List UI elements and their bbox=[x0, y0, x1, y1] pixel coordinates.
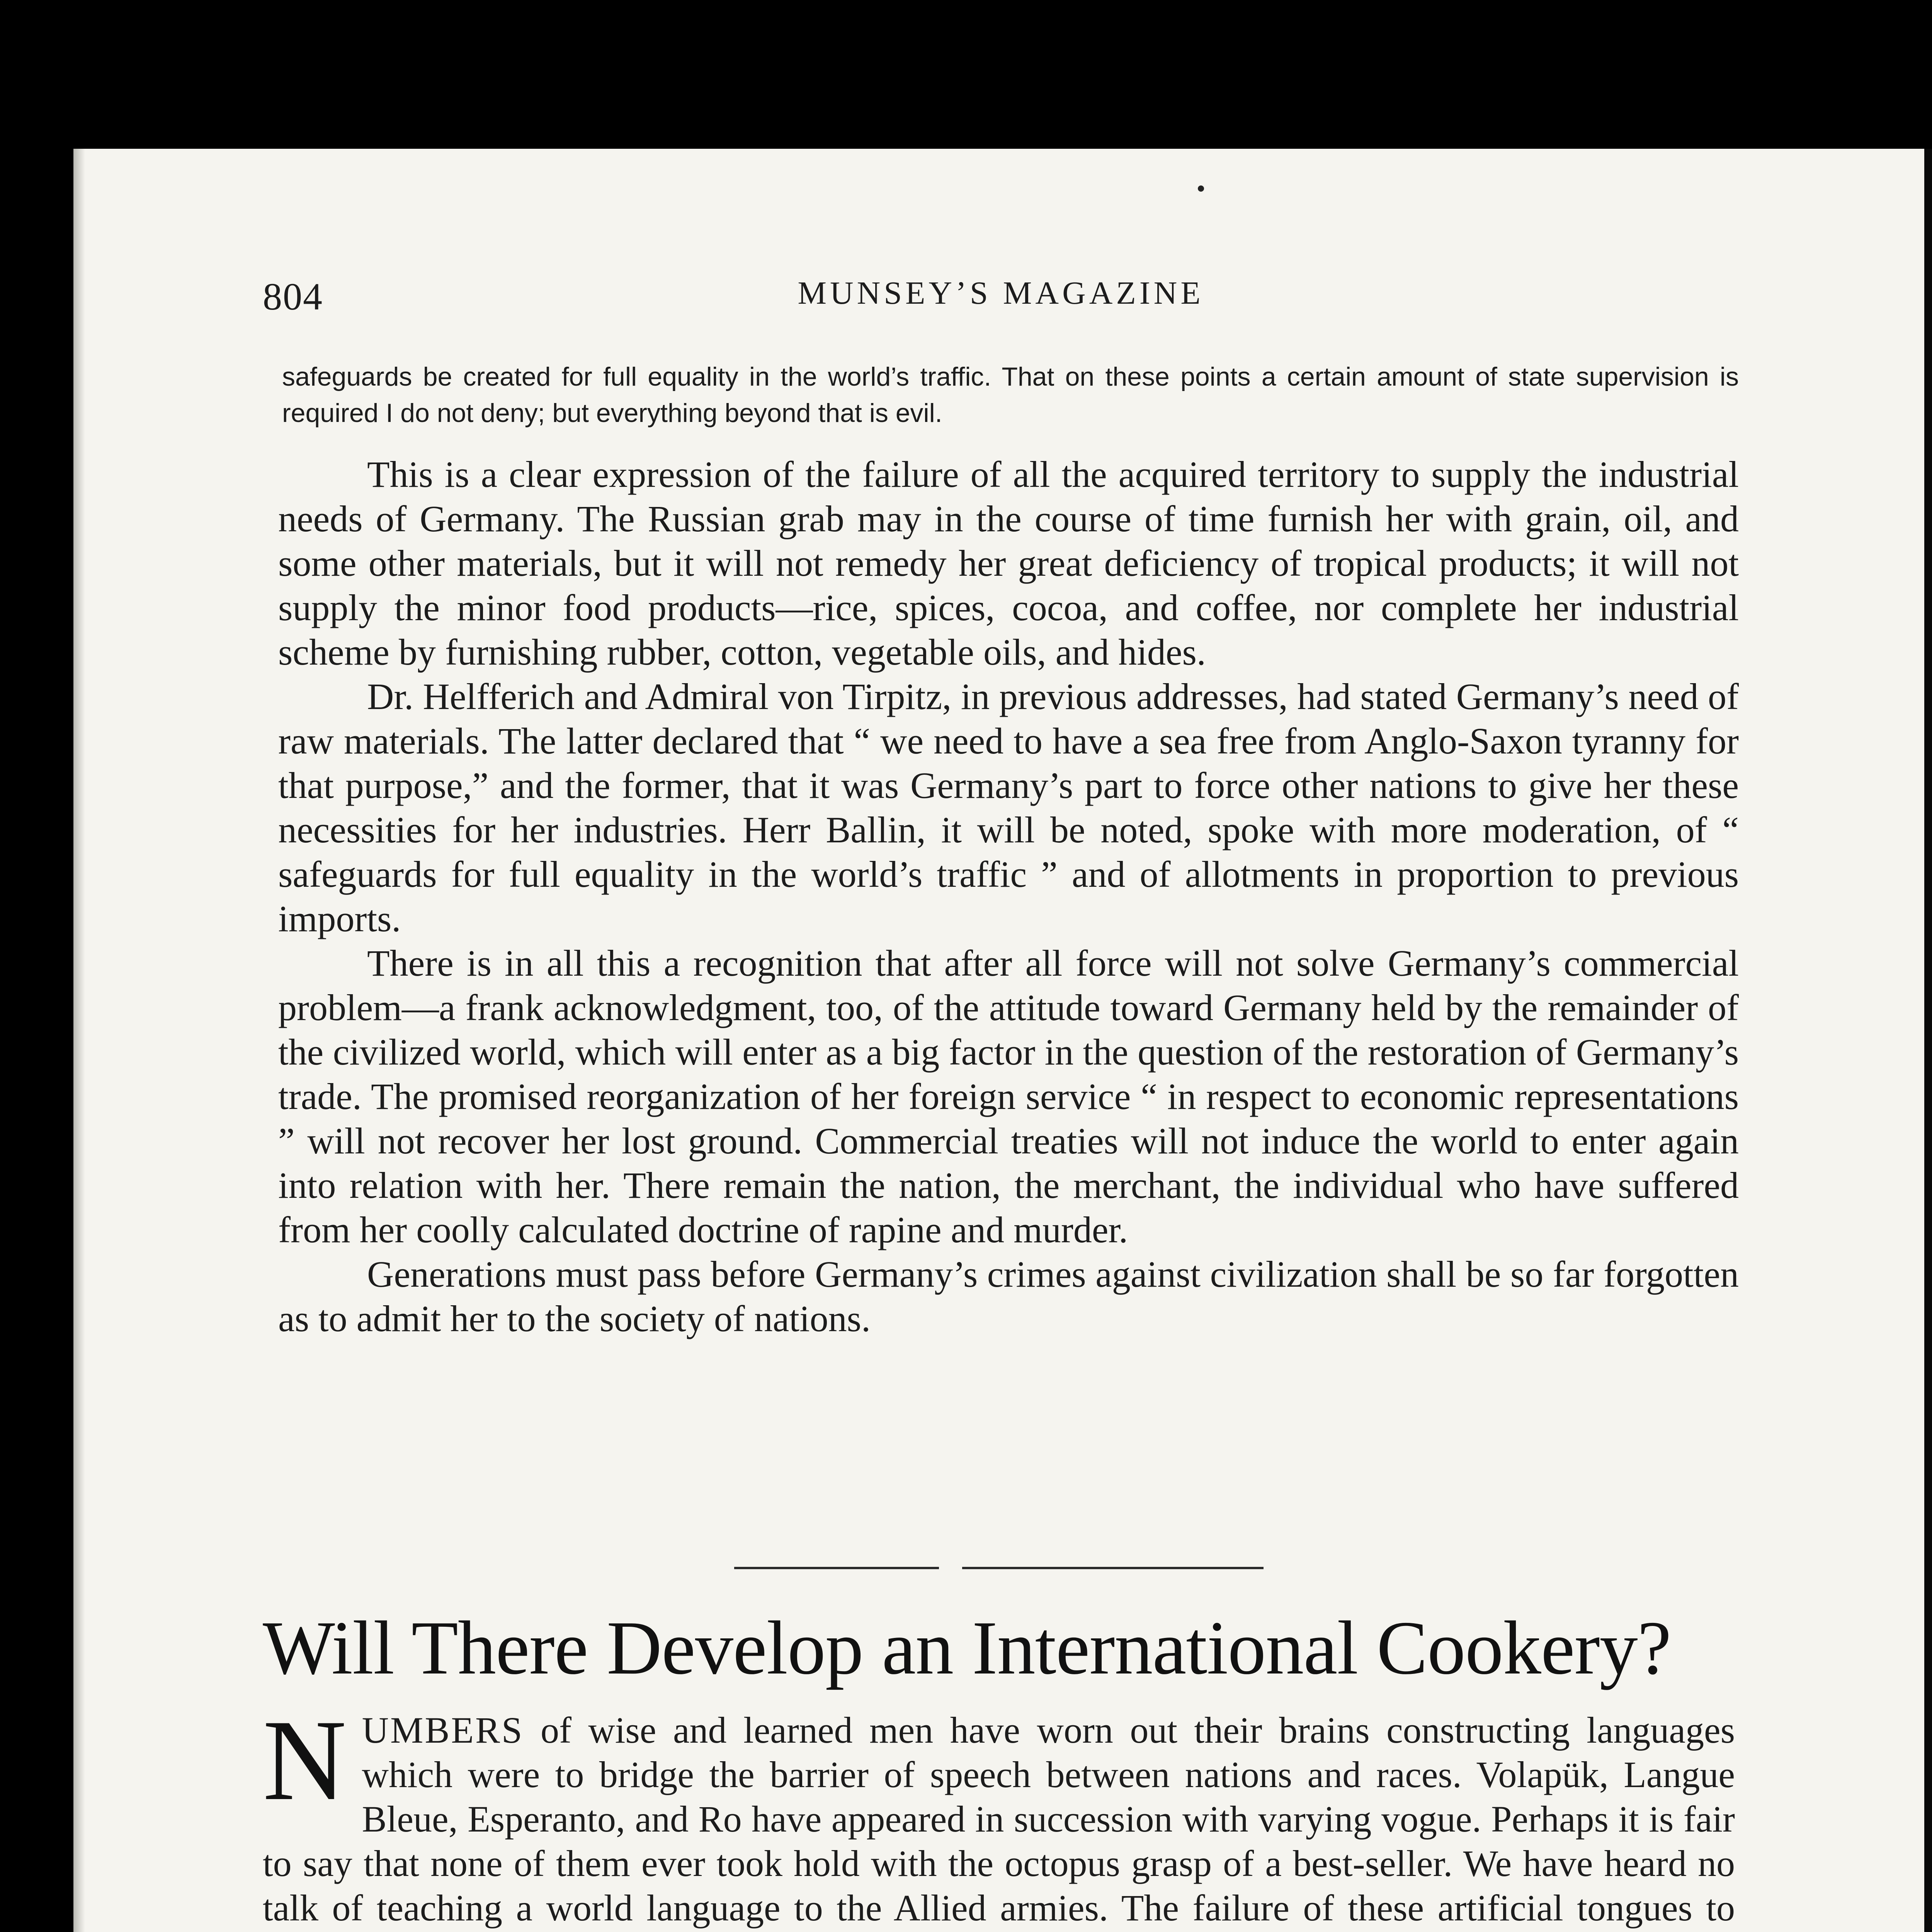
print-speck bbox=[1198, 185, 1204, 192]
article-paragraph: There is in all this a recognition that after all force will not solve Germany’s commercial problem—a frank acknowledgment, too, of the attitude toward Germany held by the remainder of the civilized world, which will enter as a big factor in the question of the restoration of Germany’s trade. The promised reorganization of her foreign service “ in respect to economic representations ” will not recover her lost ground. Commercial treaties will not induce the world to enter again into relation with her. There remain the nation, the merchant, the individual who have suffered from her coolly calculated doctrine of rapine and murder. bbox=[278, 942, 1739, 1250]
drop-cap: N bbox=[263, 1696, 347, 1824]
page-edge-shadow bbox=[73, 149, 85, 1932]
book-gutter bbox=[1924, 149, 1932, 1932]
running-head bbox=[263, 274, 1739, 328]
magazine-title: MUNSEY’S MAGAZINE bbox=[798, 275, 1204, 311]
article-paragraph: Dr. Helfferich and Admiral von Tirpitz, in previous addresses, had stated Germany’s need of raw materials. The latter declared that “ we need to have a sea free from Anglo-Saxon tyranny for that purpose,” and the former, that it was Germany’s part to force other nations to give her these necessities for her industries. Herr Ballin, it will be noted, spoke with more moderation, of “ safeguards for full equality in the world’s traffic ” and of allotments in proportion to previous imports. bbox=[278, 676, 1739, 939]
section-divider bbox=[734, 1567, 1264, 1569]
divider-break bbox=[939, 1565, 962, 1571]
lead-caps: UMBERS bbox=[362, 1709, 524, 1751]
block-quote: safeguards be created for full equality in the world’s traffic. That on these points a certain amount of state supervision is required I do not deny; but everything beyond that is evil. bbox=[282, 362, 1739, 428]
article-headline: Will There Develop an International Cookery? bbox=[263, 1605, 1671, 1690]
article-body bbox=[278, 452, 1739, 1341]
page-number: 804 bbox=[263, 275, 323, 318]
article-paragraph: Generations must pass before Germany’s crimes against civilization shall be so far forgotten as to admit her to the society of nations. bbox=[278, 1253, 1739, 1339]
article-paragraph: This is a clear expression of the failure of all the acquired territory to supply the industrial needs of Germany. The Russian grab may in the course of time furnish her with grain, oil, and some other materials, but it will not remedy her great deficiency of tropical products; it will not supply the minor food products—rice, spices, cocoa, and coffee, nor complete her industrial scheme by furnishing rubber, cotton, vegetable oils, and hides. bbox=[278, 454, 1739, 673]
cookery-article-body bbox=[263, 1696, 1735, 1932]
lead-paragraph bbox=[263, 1696, 1735, 1932]
lead-paragraph-text: of wise and learned men have worn out their brains constructing languages which were to bridge the barrier of speech between nations and races. Volapük, Langue Bleue, Esperanto, and Ro have appeared in succession with varying vogue. Perhaps it is fair to say that none of them ever took hold with the octopus grasp of a best-seller. We have heard no talk of teaching a world language to the Allied armies. The failure of these artificial tongues to bbox=[263, 1709, 1735, 1929]
